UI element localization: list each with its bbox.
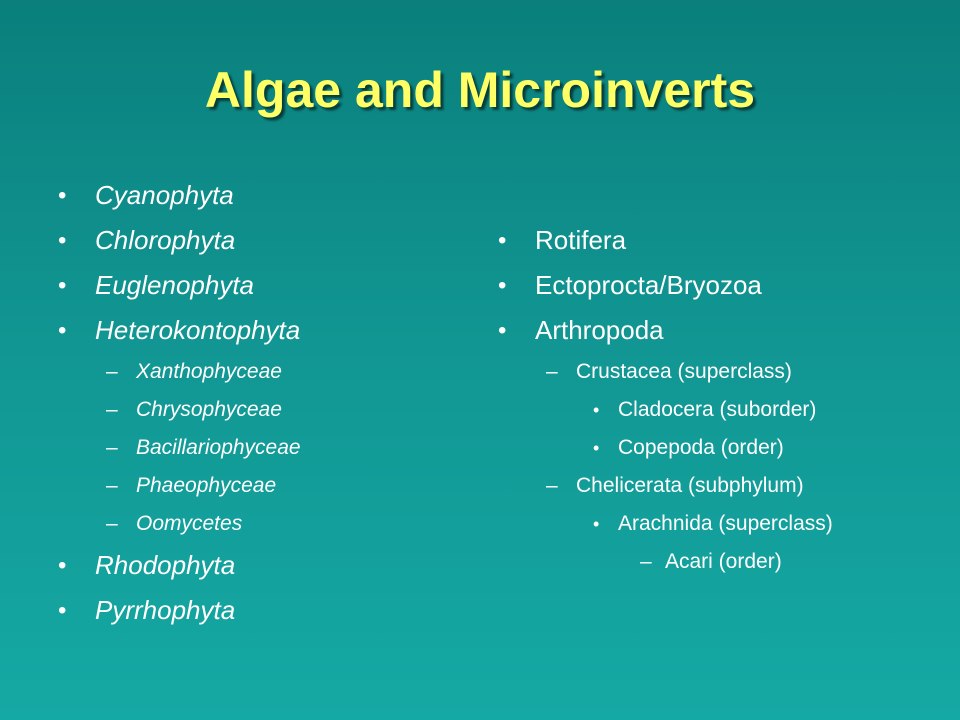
sub-list-item (498, 353, 833, 391)
list-item-text: Heterokontophyta (95, 315, 301, 345)
slide-title: Algae and Microinverts (204, 62, 756, 118)
list-item (498, 263, 833, 308)
list-item-text: Xanthophyceae (136, 360, 282, 383)
list-item (498, 308, 833, 353)
list-item-text: Acari (order) (665, 550, 782, 573)
dash-marker: – (106, 360, 118, 383)
bullet-marker: • (498, 317, 507, 344)
bullet-marker: • (58, 227, 67, 254)
list-item (58, 173, 301, 218)
sub-sub-list-item (498, 391, 833, 429)
list-item-text: Cladocera (suborder) (618, 398, 817, 421)
list-item-text: Rhodophyta (95, 550, 236, 580)
list-item (58, 308, 301, 353)
dash-marker: – (106, 512, 118, 535)
list-item-text: Arachnida (superclass) (618, 512, 833, 535)
list-item (58, 543, 301, 588)
bullet-marker: • (58, 597, 67, 624)
left-bullet-list (58, 173, 301, 633)
list-item (58, 218, 301, 263)
bullet-marker: • (58, 182, 67, 209)
sub-sub-list-item (498, 429, 833, 467)
dash-marker: – (640, 550, 652, 573)
dash-marker: – (546, 474, 558, 497)
list-item (498, 218, 833, 263)
sub-list-item (58, 467, 301, 505)
sub-list-item (58, 429, 301, 467)
dash-marker: – (106, 436, 118, 459)
bullet-marker: • (593, 400, 600, 420)
list-item-text: Ectoprocta/Bryozoa (535, 270, 762, 300)
list-item-text: Arthropoda (535, 315, 664, 345)
list-item-text: Crustacea (superclass) (576, 360, 792, 383)
bullet-marker: • (593, 438, 600, 458)
deep-list-item (498, 543, 833, 581)
sub-sub-list-item (498, 505, 833, 543)
bullet-marker: • (498, 227, 507, 254)
bullet-marker: • (58, 552, 67, 579)
sub-list-item (58, 353, 301, 391)
list-item-text: Phaeophyceae (136, 474, 277, 497)
sub-list-item (58, 391, 301, 429)
dash-marker: – (106, 398, 118, 421)
bullet-marker: • (58, 317, 67, 344)
right-bullet-list (498, 218, 833, 581)
list-item-text: Chelicerata (subphylum) (576, 474, 804, 497)
list-item-text: Pyrrhophyta (95, 595, 236, 625)
bullet-marker: • (593, 514, 600, 534)
list-item-text: Chlorophyta (95, 225, 236, 255)
list-item-text: Bacillariophyceae (136, 436, 301, 459)
sub-list-item (498, 467, 833, 505)
list-item-text: Chrysophyceae (136, 398, 282, 421)
bullet-marker: • (58, 272, 67, 299)
dash-marker: – (546, 360, 558, 383)
list-item-text: Cyanophyta (95, 180, 234, 210)
bullet-marker: • (498, 272, 507, 299)
list-item-text: Euglenophyta (95, 270, 255, 300)
dash-marker: – (106, 474, 118, 497)
list-item (58, 588, 301, 633)
sub-list-item (58, 505, 301, 543)
list-item (58, 263, 301, 308)
list-item-text: Oomycetes (136, 512, 243, 535)
list-item-text: Copepoda (order) (618, 436, 784, 459)
list-item-text: Rotifera (535, 225, 627, 255)
